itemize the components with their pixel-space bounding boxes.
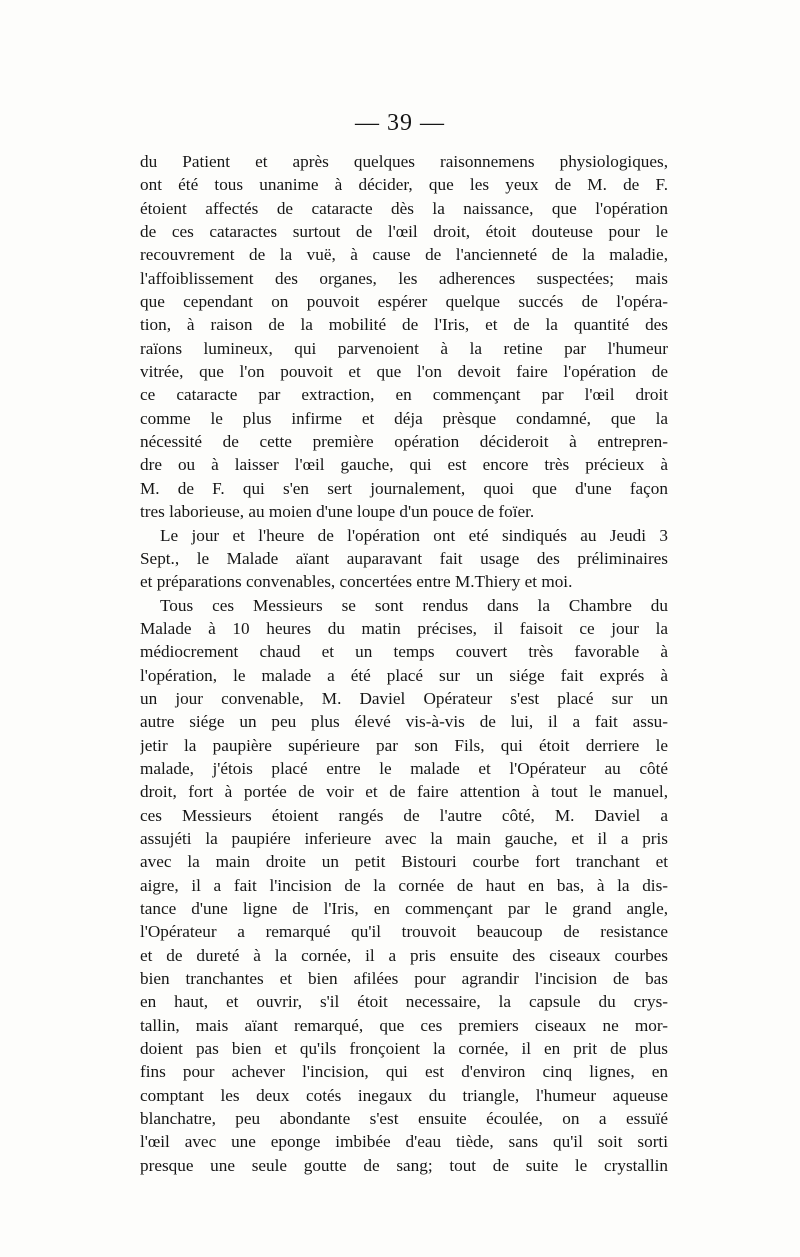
text-line: un jour convenable, M. Daviel Opérateur s'est placé sur un	[140, 688, 668, 708]
text-line: l'affoiblissement des organes, les adherences suspectées; mais	[140, 268, 668, 288]
text-line: M. de F. qui s'en sert journalement, quoi que d'une façon	[140, 478, 668, 498]
text-line: comme le plus infirme et déja prèsque condamné, que la	[140, 408, 668, 428]
text-line: du Patient et après quelques raisonnemens physiologiques,	[140, 152, 668, 171]
text-line: recouvrement de la vuë, à cause de l'ancienneté de la maladie,	[140, 245, 668, 265]
text-line: autre siége un peu plus élevé vis-à-vis de lui, il a fait assu-	[140, 712, 668, 732]
text-line: l'Opérateur a remarqué qu'il trouvoit beaucoup de resistance	[140, 922, 668, 942]
text-line: et préparations convenables, concertées entre M.Thiery et moi.	[140, 572, 573, 592]
text-line: de ces cataractes surtout de l'œil droit, étoit douteuse pour le	[140, 222, 668, 242]
text-line: tance d'une ligne de l'Iris, en commençant par le grand angle,	[140, 899, 668, 918]
text-line: vitrée, que l'on pouvoit et que l'on devoit faire l'opération de	[140, 362, 668, 382]
text-line: malade, j'étois placé entre le malade et l'Opérateur au côté	[140, 758, 668, 778]
text-line: en haut, et ouvrir, s'il étoit necessaire, la capsule du crys-	[140, 992, 668, 1012]
text-line: nécessité de cette première opération décideroit à entrepren-	[140, 432, 668, 452]
text-line: que cependant on pouvoit espérer quelque succés de l'opéra-	[140, 292, 668, 312]
text-line: ont été tous unanime à décider, que les yeux de M. de F.	[140, 175, 668, 195]
text-line: tres laborieuse, au moien d'une loupe d'un pouce de foïer.	[140, 502, 535, 522]
text-line: comptant les deux cotés inegaux du triangle, l'humeur aqueuse	[140, 1085, 668, 1105]
text-line: Sept., le Malade aïant auparavant fait usage des préliminaires	[140, 548, 668, 568]
text-line: blanchatre, peu abondante s'est ensuite écoulée, on a essuïé	[140, 1109, 668, 1129]
text-line: étoient affectés de cataracte dès la naissance, que l'opération	[140, 198, 668, 218]
text-line: doient pas bien et qu'ils fronçoient la cornée, il en prit de plus	[140, 1039, 668, 1059]
text-line: et de dureté à la cornée, il a pris ensuite des ciseaux courbes	[140, 945, 668, 965]
text-line: médiocrement chaud et un temps couvert très favorable à	[140, 642, 668, 662]
text-line: jetir la paupière supérieure par son Fils, qui étoit derriere le	[140, 735, 668, 755]
text-line: avec la main droite un petit Bistouri courbe fort tranchant et	[140, 852, 668, 872]
text-line: Tous ces Messieurs se sont rendus dans la Chambre du	[160, 595, 668, 615]
text-line: tion, à raison de la mobilité de l'Iris, et de la quantité des	[140, 315, 668, 335]
text-line: ces Messieurs étoient rangés de l'autre côté, M. Daviel a	[140, 805, 668, 825]
text-line: ce cataracte par extraction, en commençant par l'œil droit	[140, 385, 668, 405]
text-line: droit, fort à portée de voir et de faire attention à tout le manuel,	[140, 782, 668, 802]
text-line: Le jour et l'heure de l'opération ont eté sindiqués au Jeudi 3	[160, 525, 668, 545]
body-text	[140, 150, 668, 1177]
text-line: aigre, il a fait l'incision de la cornée de haut en bas, à la dis-	[140, 875, 668, 895]
text-line: bien tranchantes et bien afilées pour agrandir l'incision de bas	[140, 969, 668, 989]
text-line: Malade à 10 heures du matin précises, il faisoit ce jour la	[140, 618, 668, 638]
page-number: — 39 —	[355, 110, 445, 136]
text-line: assujéti la paupiére inferieure avec la main gauche, et il a pris	[140, 828, 668, 848]
text-line: l'œil avec une eponge imbibée d'eau tiède, sans qu'il soit sorti	[140, 1132, 668, 1152]
text-line: dre ou à laisser l'œil gauche, qui est encore très précieux à	[140, 455, 668, 475]
text-line: l'opération, le malade a été placé sur un siége fait exprés à	[140, 665, 668, 685]
text-line: presque une seule goutte de sang; tout de suite le crystallin	[140, 1155, 668, 1175]
text-line: raïons lumineux, qui parvenoient à la retine par l'humeur	[140, 338, 668, 358]
text-line: fins pour achever l'incision, qui est d'environ cinq lignes, en	[140, 1062, 668, 1082]
text-line: tallin, mais aïant remarqué, que ces premiers ciseaux ne mor-	[140, 1015, 668, 1035]
